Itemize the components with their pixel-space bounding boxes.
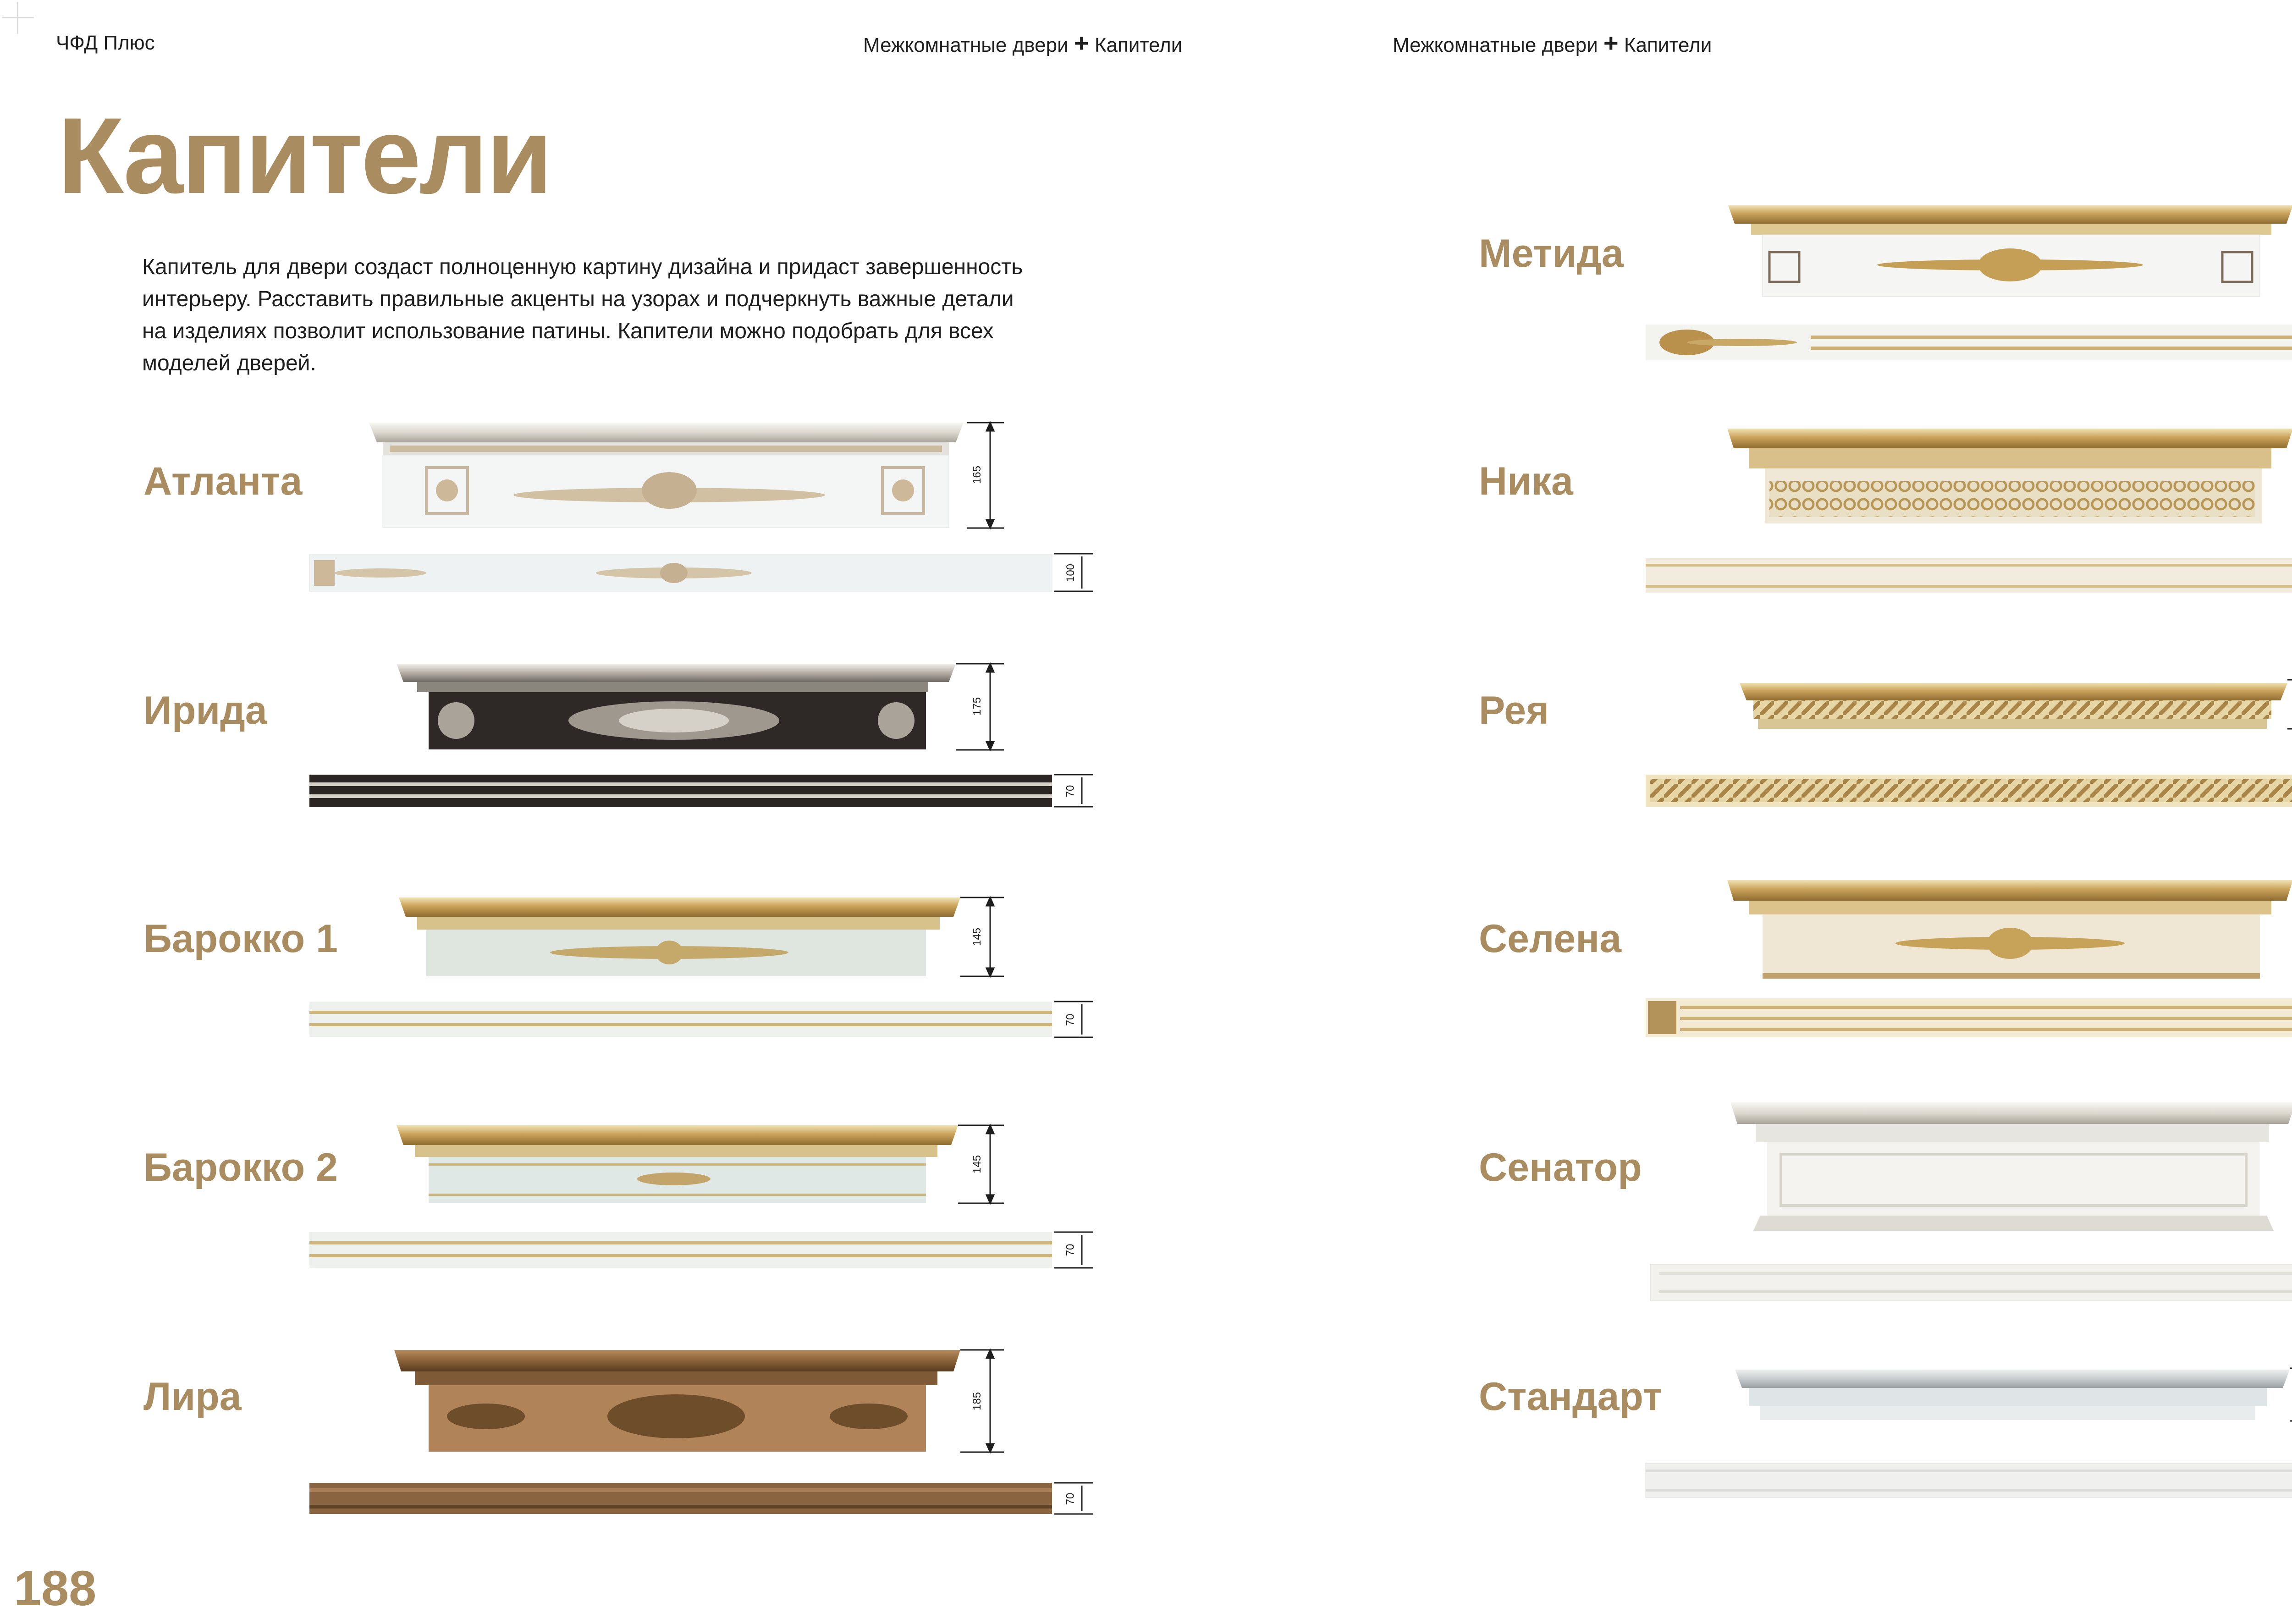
reya-capital: [1740, 683, 2287, 729]
barokko-2-strip: [309, 1232, 1052, 1268]
irida-capital: [397, 664, 956, 749]
barokko-1-capital: [399, 897, 960, 976]
dim-label-barokko-1-strip: 70: [1064, 1013, 1077, 1026]
dim-label-atlanta-cap: 165: [971, 465, 984, 484]
product-name-lira: Лира: [143, 1375, 242, 1419]
reya-strip: [1646, 775, 2292, 807]
product-name-metida: Метида: [1479, 231, 1624, 275]
intro-line: моделей дверей.: [142, 351, 316, 375]
dim-label-barokko-1-cap: 145: [971, 927, 984, 947]
dim-label-lira-cap: 185: [971, 1392, 984, 1411]
header-brand-left: ЧФД Плюс: [56, 32, 155, 54]
product-name-barokko-1: Барокко 1: [143, 917, 338, 961]
header-section-sub: Капители: [1094, 34, 1183, 56]
header-section-label: Межкомнатные двери: [863, 34, 1069, 56]
standart-capital: [1735, 1370, 2290, 1420]
atlanta-capital: [369, 423, 964, 528]
atlanta-strip: [309, 555, 1052, 591]
lira-strip: [309, 1483, 1052, 1514]
page-title: Капители: [58, 95, 551, 216]
product-name-reya: Рея: [1479, 688, 1549, 732]
product-name-barokko-2: Барокко 2: [143, 1145, 338, 1189]
header-section-label: Межкомнатные двери: [1393, 34, 1598, 56]
dim-label-irida-strip: 70: [1064, 785, 1077, 798]
product-name-senator: Сенатор: [1479, 1145, 1642, 1189]
dim-label-barokko-2-strip: 70: [1064, 1244, 1077, 1256]
senator-strip: [1650, 1264, 2292, 1301]
product-name-atlanta: Атланта: [143, 459, 303, 503]
dim-label-atlanta-strip: 100: [1064, 563, 1077, 583]
metida-strip: [1646, 325, 2292, 360]
metida-capital: [1728, 205, 2292, 297]
plus-icon: +: [1074, 28, 1089, 57]
nika-capital: [1727, 429, 2292, 523]
header-section-sub: Капители: [1624, 34, 1712, 56]
standart-strip: [1646, 1463, 2292, 1497]
dimension-lines-right: [2287, 202, 2292, 1498]
page-number-left: 188: [14, 1560, 97, 1616]
intro-line: Капитель для двери создаст полноценную картину дизайна и придаст завершенность: [142, 255, 1023, 279]
selena-capital: [1727, 880, 2292, 979]
dim-label-barokko-2-cap: 145: [971, 1155, 984, 1174]
intro-line: интерьеру. Расставить правильные акценты на узорах и подчеркнуть важные детали: [142, 287, 1014, 311]
senator-capital: [1730, 1102, 2292, 1231]
lira-capital: [394, 1350, 960, 1452]
barokko-2-capital: [397, 1125, 958, 1203]
nika-strip: [1646, 558, 2292, 593]
dim-label-lira-strip: 70: [1064, 1492, 1077, 1505]
plus-icon: +: [1603, 28, 1619, 57]
irida-strip: [309, 775, 1052, 807]
intro-line: на изделиях позволит использование патины. Капители можно подобрать для всех: [142, 319, 994, 343]
product-name-standart: Стандарт: [1479, 1375, 1662, 1419]
selena-strip: [1646, 998, 2292, 1037]
dim-label-irida-cap: 175: [971, 697, 984, 716]
barokko-1-strip: [309, 1002, 1052, 1037]
product-name-nika: Ника: [1479, 459, 1573, 503]
product-name-selena: Селена: [1479, 917, 1622, 961]
product-name-irida: Ирида: [143, 688, 267, 732]
